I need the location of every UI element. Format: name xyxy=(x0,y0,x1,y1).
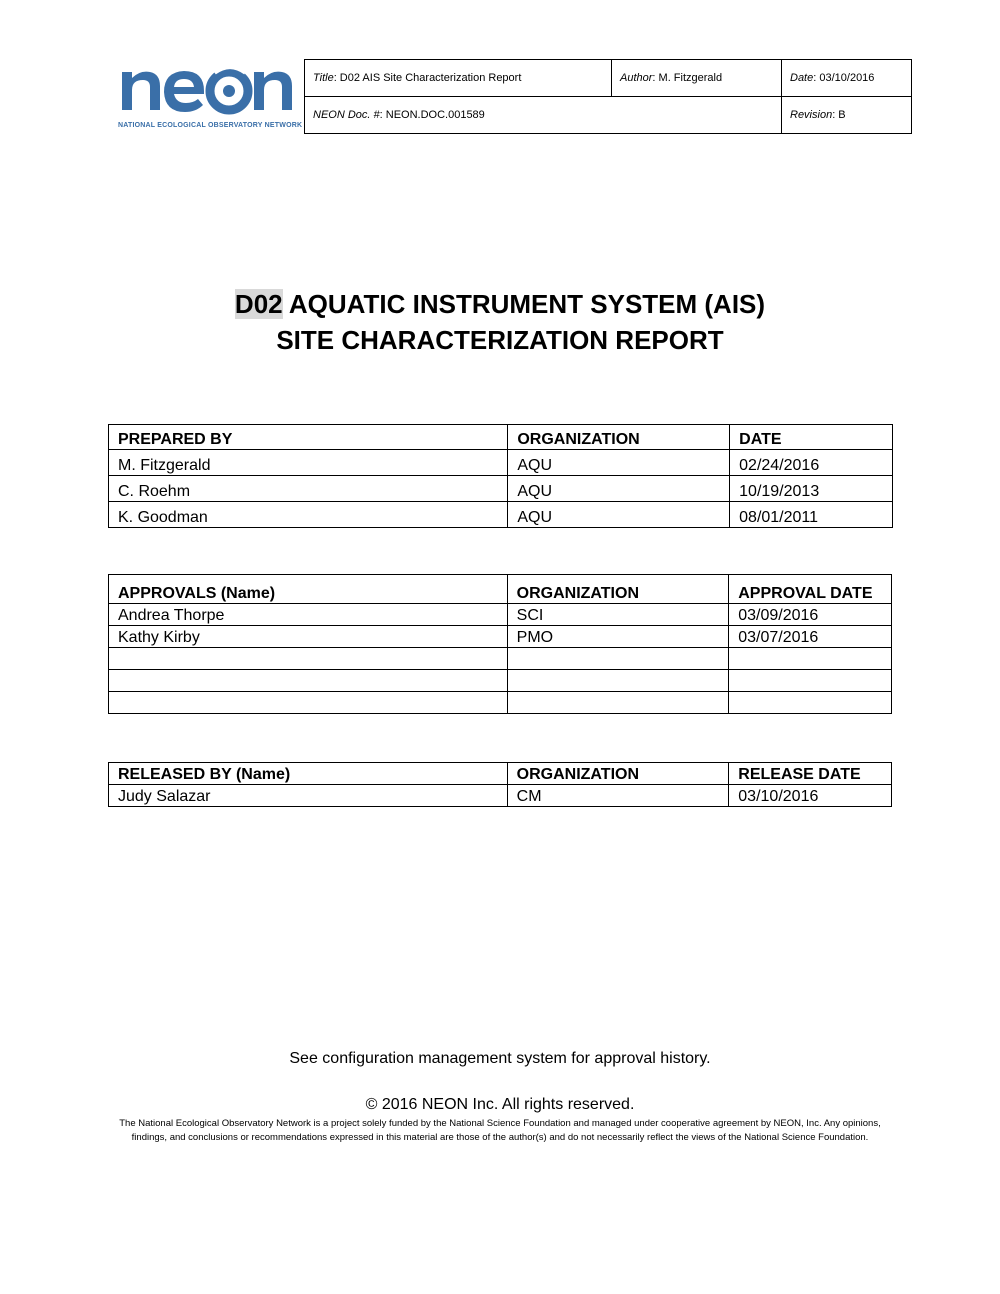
table-cell xyxy=(507,692,729,714)
header-doc-cell xyxy=(305,97,782,134)
column-header: APPROVAL DATE xyxy=(729,575,892,604)
header-author-value: : M. Fitzgerald xyxy=(652,72,723,84)
copyright-notice: © 2016 NEON Inc. All rights reserved. xyxy=(365,1096,635,1113)
table-row xyxy=(109,648,892,670)
table-cell: Andrea Thorpe xyxy=(109,604,508,626)
table-cell xyxy=(729,648,892,670)
header-revision-label: Revision xyxy=(790,109,833,121)
header-doc-label: NEON Doc. # xyxy=(313,109,380,121)
table-cell xyxy=(109,670,508,692)
column-header: APPROVALS (Name) xyxy=(109,575,508,604)
table-cell: 08/01/2011 xyxy=(730,502,893,528)
table-cell: 03/10/2016 xyxy=(729,785,892,807)
table-row xyxy=(109,502,893,528)
column-header: ORGANIZATION xyxy=(507,575,729,604)
table-cell: AQU xyxy=(508,476,730,502)
table-cell: M. Fitzgerald xyxy=(109,450,508,476)
document-title xyxy=(0,286,1000,358)
header-date-value: : 03/10/2016 xyxy=(813,72,875,84)
header-author-cell xyxy=(612,60,782,97)
table-cell xyxy=(729,692,892,714)
column-header: ORGANIZATION xyxy=(507,763,729,785)
title-line-1-rest: AQUATIC INSTRUMENT SYSTEM (AIS) xyxy=(282,289,766,319)
table-cell xyxy=(109,648,508,670)
table-cell: Kathy Kirby xyxy=(109,626,508,648)
column-header: ORGANIZATION xyxy=(508,425,730,450)
table-cell: 02/24/2016 xyxy=(730,450,893,476)
approvals-table xyxy=(108,574,892,714)
table-cell xyxy=(109,692,508,714)
document-title-line-1 xyxy=(0,286,1000,322)
header-date-cell xyxy=(782,60,912,97)
table-cell xyxy=(507,648,729,670)
table-cell: C. Roehm xyxy=(109,476,508,502)
header-revision-cell xyxy=(782,97,912,134)
column-header: RELEASE DATE xyxy=(729,763,892,785)
header-title-value: : D02 AIS Site Characterization Report xyxy=(333,72,522,84)
approval-history-note: See configuration management system for approval history. xyxy=(289,1050,711,1067)
table-row xyxy=(109,670,892,692)
released-by-table xyxy=(108,762,892,807)
table-cell: 10/19/2013 xyxy=(730,476,893,502)
neon-logo xyxy=(118,58,303,134)
table-cell: AQU xyxy=(508,450,730,476)
table-cell xyxy=(729,670,892,692)
table-cell: CM xyxy=(507,785,729,807)
column-header: DATE xyxy=(730,425,893,450)
table-cell: K. Goodman xyxy=(109,502,508,528)
logo-subtitle: NATIONAL ECOLOGICAL OBSERVATORY NETWORK xyxy=(118,122,303,129)
table-row xyxy=(109,476,893,502)
table-cell: 03/07/2016 xyxy=(729,626,892,648)
table-cell: AQU xyxy=(508,502,730,528)
table-row xyxy=(109,692,892,714)
table-header-row xyxy=(109,763,892,785)
header-author-label: Author xyxy=(620,72,653,84)
table-row xyxy=(109,604,892,626)
header-title-cell xyxy=(305,60,612,97)
column-header: PREPARED BY xyxy=(109,425,508,450)
header-revision-value: : B xyxy=(832,109,846,121)
table-row xyxy=(109,785,892,807)
document-header-table xyxy=(304,59,912,134)
table-row xyxy=(109,626,892,648)
table-row xyxy=(109,450,893,476)
header-title-label: Title xyxy=(313,72,334,84)
table-header-row xyxy=(109,575,892,604)
column-header: RELEASED BY (Name) xyxy=(109,763,508,785)
table-cell: SCI xyxy=(507,604,729,626)
neon-logo-mark xyxy=(118,58,296,118)
header-doc-value: : NEON.DOC.001589 xyxy=(379,109,485,121)
table-cell xyxy=(507,670,729,692)
title-highlight: D02 xyxy=(234,289,283,319)
prepared-by-table xyxy=(108,424,893,528)
table-cell: 03/09/2016 xyxy=(729,604,892,626)
funding-disclaimer: The National Ecological Observatory Network is a project solely funded by the National Science Foundation and managed under cooperative agreement by NEON, Inc. Any opinions, findings, and conclusions or recommendations expressed in this material are those of the author(s) and do not necessarily reflect the views of the National Science Foundation. xyxy=(119,1118,881,1143)
header-date-label: Date xyxy=(790,72,814,84)
document-title-line-2: SITE CHARACTERIZATION REPORT xyxy=(276,325,724,355)
table-cell: Judy Salazar xyxy=(109,785,508,807)
table-cell: PMO xyxy=(507,626,729,648)
table-header-row xyxy=(109,425,893,450)
